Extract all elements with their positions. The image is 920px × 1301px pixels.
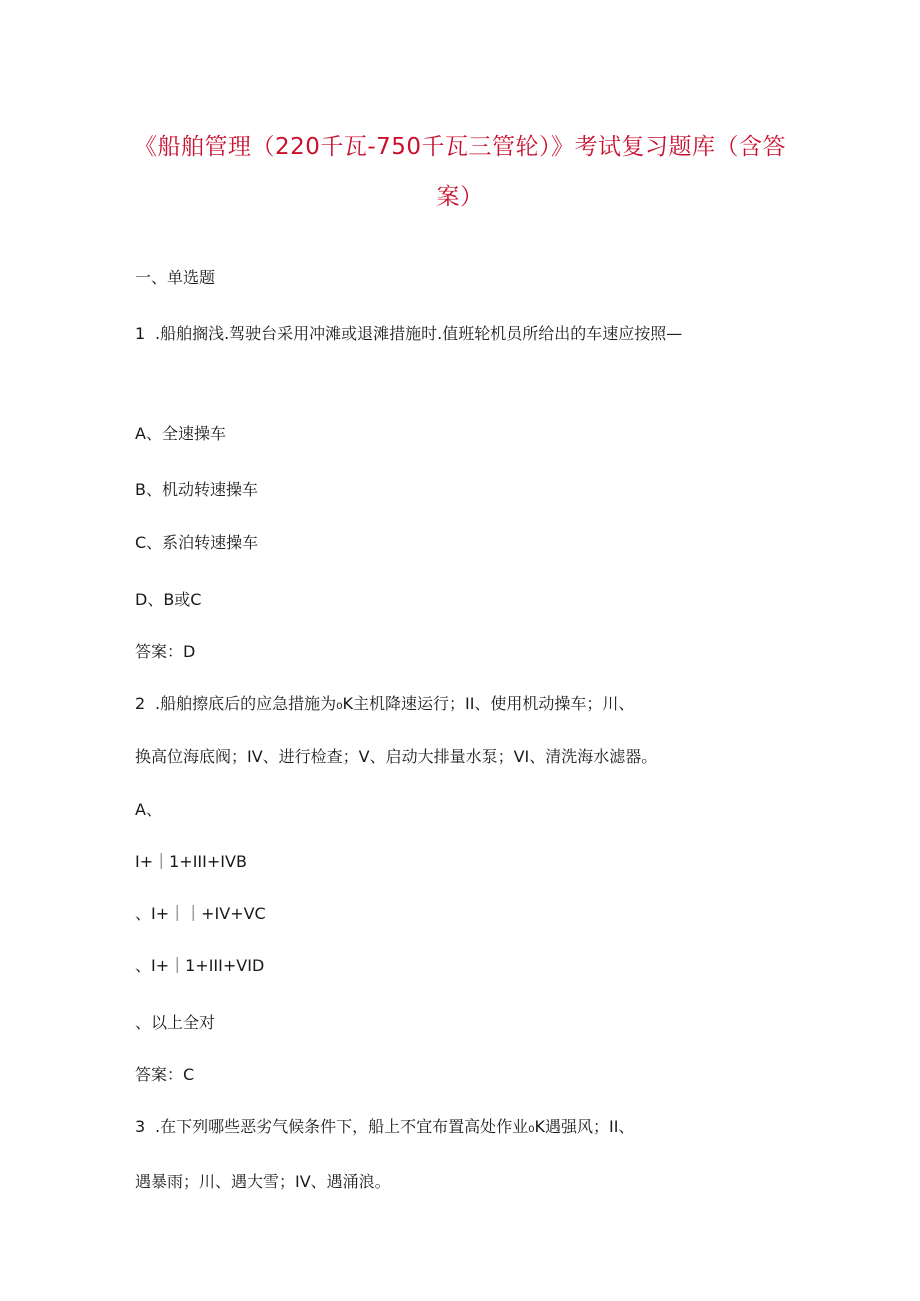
question-1-option-d: D、B或C (135, 590, 202, 609)
question-number: 2 (135, 694, 146, 713)
question-3-stem-continued: 遇暴雨；川、遇大雪；IV、遇涌浪。 (135, 1172, 391, 1191)
question-stem-text: .在下列哪些恶劣气候条件下，船上不宜布置高处作业₀K遇强风；II、 (155, 1117, 635, 1136)
question-2-option-e: 、以上全对 (135, 1013, 216, 1032)
question-2-answer: 答案：C (135, 1065, 195, 1084)
question-1-option-c: C、系泊转速操车 (135, 533, 259, 552)
question-2-stem-continued: 换高位海底阀；IV、进行检查；V、启动大排量水泵；VI、清洗海水滤器。 (135, 747, 658, 766)
document-title-line-1: 《船舶管理（220千瓦-750千瓦三管轮）》考试复习题库（含答 (133, 134, 787, 160)
question-number: 3 (135, 1117, 146, 1136)
question-3-stem (135, 1117, 634, 1137)
question-stem-text: .船舶擦底后的应急措施为₀K主机降速运行；II、使用机动操车；川、 (155, 694, 635, 713)
question-1-stem (135, 324, 682, 344)
question-2-stem (135, 694, 634, 714)
question-1-option-a: A、全速操车 (135, 424, 226, 443)
question-1-option-b: B、机动转速操车 (135, 480, 258, 499)
question-2-option-a: A、 (135, 800, 162, 819)
question-number: 1 (135, 324, 146, 343)
section-heading: 一、单选题 (135, 268, 216, 287)
question-2-option-d: 、I+｜1+III+VID (135, 956, 265, 975)
question-stem-text: .船舶搁浅.驾驶台采用冲滩或退滩措施时.值班轮机员所给出的车速应按照— (155, 324, 683, 343)
question-2-option-c: 、I+｜｜+IV+VC (135, 904, 266, 923)
question-1-answer: 答案：D (135, 642, 196, 661)
document-title-line-2: 案） (436, 184, 484, 210)
question-2-option-a-value: I+｜1+III+IVB (135, 852, 247, 871)
